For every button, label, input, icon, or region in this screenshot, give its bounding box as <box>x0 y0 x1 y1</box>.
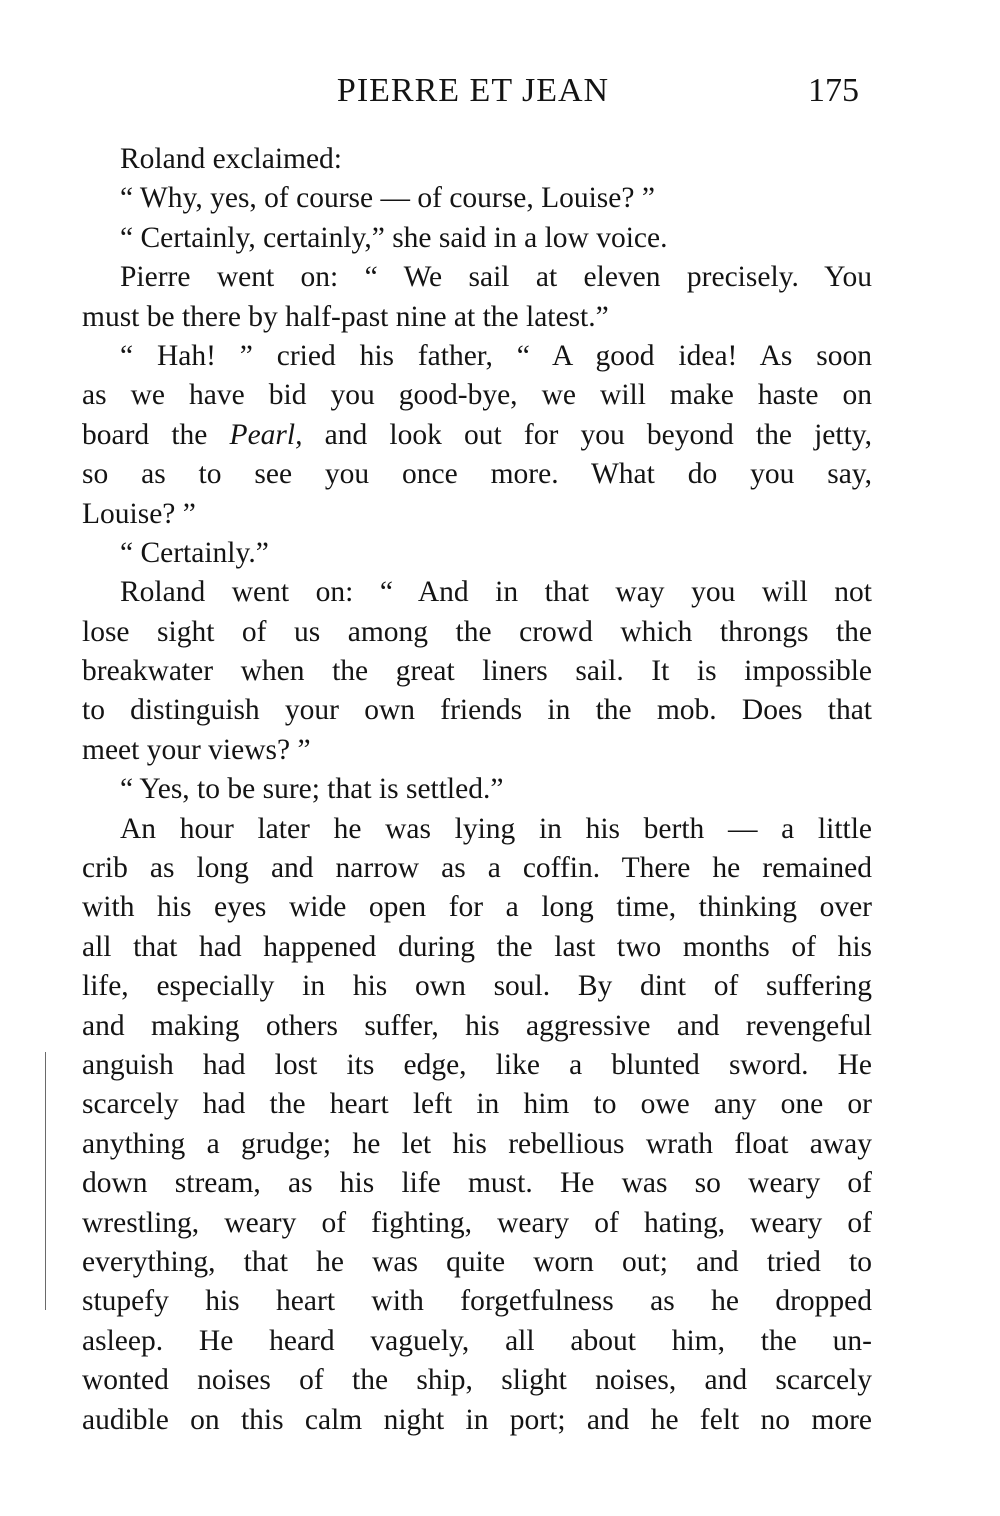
text-line: “ Why, yes, of course — of course, Louise? ” <box>120 182 655 215</box>
text-line: Roland exclaimed: <box>120 143 342 175</box>
text-line: breakwater when the great liners sail. It is impossible <box>82 655 872 688</box>
text-line: scarcely had the heart left in him to owe any one or <box>82 1088 872 1121</box>
text-line: life, especially in his own soul. By dint of suffering <box>82 970 872 1003</box>
text-line: lose sight of us among the crowd which throngs the <box>82 615 872 648</box>
text-line: to distinguish your own friends in the mob. Does that <box>82 694 872 727</box>
text-line: Pierre went on: “ We sail at eleven precisely. You <box>120 261 872 294</box>
text-line: wonted noises of the ship, slight noises, and scarcely <box>82 1364 872 1397</box>
text-line: board the Pearl, and look out for you beyond the jetty, <box>82 418 872 451</box>
text-line: and making others suffer, his aggressive and revengeful <box>82 1009 872 1042</box>
body-text <box>82 140 872 1440</box>
text-line: asleep. He heard vaguely, all about him, the un- <box>82 1324 872 1357</box>
text-line: everything, that he was quite worn out; and tried to <box>82 1245 872 1278</box>
text-line: stupefy his heart with forgetfulness as he dropped <box>82 1285 872 1318</box>
text-line: “ Certainly, certainly,” she said in a low voice. <box>120 221 668 254</box>
text-line: crib as long and narrow as a coffin. There he remained <box>82 852 872 885</box>
ship-name: Pearl, <box>229 418 303 451</box>
text-line: “ Hah! ” cried his father, “ A good idea! As soon <box>120 339 872 372</box>
text-line: must be there by half-past nine at the latest.” <box>82 300 609 333</box>
running-head-title: PIERRE ET JEAN <box>336 72 610 109</box>
page-number: 175 <box>808 72 859 109</box>
text-line: wrestling, weary of fighting, weary of hating, weary of <box>82 1206 872 1239</box>
text-line: Roland went on: “ And in that way you will not <box>120 576 872 609</box>
text-line: anguish had lost its edge, like a blunted sword. He <box>82 1048 872 1081</box>
text-line: audible on this calm night in port; and he felt no more <box>82 1403 872 1436</box>
text-line: “ Yes, to be sure; that is settled.” <box>120 773 504 806</box>
text-line: “ Certainly.” <box>120 536 269 569</box>
text-line: down stream, as his life must. He was so weary of <box>82 1167 872 1200</box>
text-line: meet your views? ” <box>82 733 311 766</box>
text-line: all that had happened during the last two months of his <box>82 930 872 963</box>
text-line: with his eyes wide open for a long time, thinking over <box>82 891 872 924</box>
margin-pencil-mark <box>45 1052 46 1310</box>
text-line: An hour later he was lying in his berth — a little <box>120 812 872 845</box>
text-line: Louise? ” <box>82 497 196 530</box>
text-line: as we have bid you good-bye, we will make haste on <box>82 379 872 412</box>
text-line: so as to see you once more. What do you say, <box>82 458 872 491</box>
text-line: anything a grudge; he let his rebellious wrath float away <box>82 1127 872 1160</box>
